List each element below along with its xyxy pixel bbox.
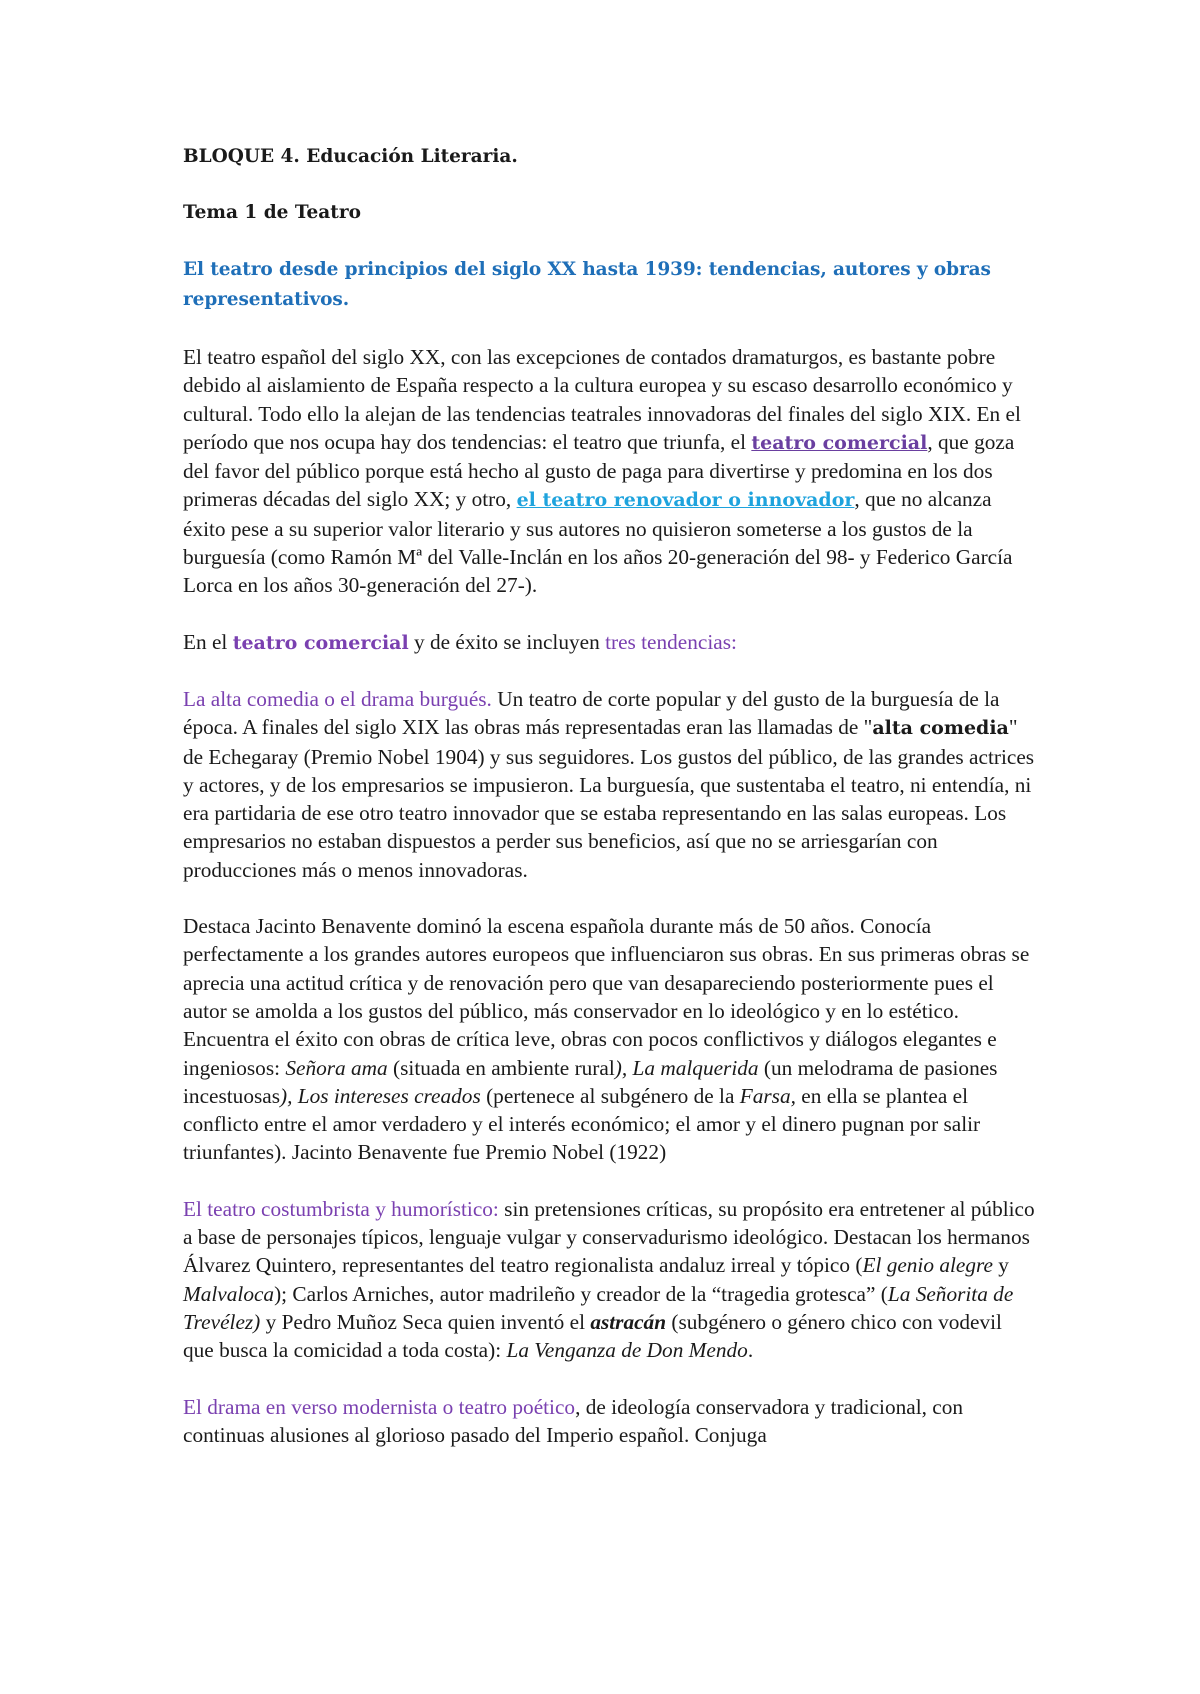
costumbrista-text-6: . bbox=[747, 1338, 754, 1363]
comercial-text-2: y de éxito se incluyen bbox=[408, 629, 606, 654]
costumbrista-text-5: (subgénero o género chico con vodevil que busca la comicidad a toda costa): bbox=[183, 1309, 1002, 1363]
alta-comedia-term: alta comedia bbox=[872, 717, 1009, 740]
costumbrista-paragraph bbox=[183, 1195, 1035, 1365]
costumbrista-text-4: y Pedro Muñoz Seca quien inventó el bbox=[260, 1309, 591, 1334]
costumbrista-text-1: sin pretensiones críticas, su propósito era entretener al público a base de personajes típicos, lenguaje vulgar y conservadurismo ideológico. Destacan los hermanos Álvarez Quintero, representantes del teatro regionalista andaluz irreal y tópico ( bbox=[183, 1196, 1035, 1278]
alta-comedia-text-2: " de Echegaray (Premio Nobel 1904) y sus seguidores. Los gustos del público, de las grandes actrices y actores, y de los empresarios se impusieron. La burguesía, que sustentaba el teatro, ni entendía, ni era partidaria de ese otro teatro innovador que se estaba representando en las salas europeas. Los empresarios no estaban dispuestos a perder sus beneficios, así que no se arriesgarían con producciones más o menos innovadoras. bbox=[183, 715, 1035, 882]
intro-text-2: , que goza del favor del público porque está hecho al gusto de paga para divertirse y predomina en los dos primeras décadas del siglo XX; y otro, bbox=[183, 429, 1015, 512]
benavente-text-1: Destaca Jacinto Benavente dominó la escena española durante más de 50 años. Conocía perfectamente a los grandes autores europeos que influenciaron sus obras. En sus primeras obras se aprecia una actitud crítica y de renovación pero que van desapareciendo posteriormente pues el autor se amolda a los gustos del público, más conservador en lo ideológico y en lo estético. Encuentra el éxito con obras de crítica leve, obras con pocos conflictivos y diálogos elegantes e ingeniosos: bbox=[183, 914, 1030, 1080]
comercial-paragraph bbox=[183, 628, 1035, 657]
work-la-malquerida: La malquerida bbox=[632, 1055, 759, 1080]
work-los-intereses-creados: Los intereses creados bbox=[297, 1083, 481, 1108]
benavente-text-2: (situada en ambiente rural bbox=[387, 1055, 615, 1080]
costumbrista-title: El teatro costumbrista y humorístico: bbox=[183, 1196, 499, 1221]
section-subtitle: El teatro desde principios del siglo XX hasta 1939: tendencias, autores y obras representativos. bbox=[183, 259, 991, 310]
benavente-paragraph bbox=[183, 912, 1035, 1167]
verso-text-1: , de ideología conservadora y tradicional, con continuas alusiones al glorioso pasado del Imperio español. Conjuga bbox=[183, 1394, 964, 1447]
work-malvaloca: Malvaloca bbox=[183, 1281, 275, 1306]
genre-farsa: Farsa, bbox=[739, 1083, 796, 1108]
benavente-text-7: en ella se plantea el conflicto entre el amor verdadero y el interés económico; el amor y el dinero pugnan por salir triunfantes). Jacinto Benavente fue Premio Nobel (1922) bbox=[183, 1083, 981, 1165]
alta-comedia-paragraph bbox=[183, 685, 1035, 884]
work-la-senorita-de-trevelez: La Señorita de Trevélez) bbox=[183, 1281, 1014, 1334]
benavente-close-2: ), bbox=[280, 1083, 293, 1108]
work-senora-ama: Señora ama bbox=[285, 1055, 388, 1080]
block-heading: BLOQUE 4. Educación Literaria. bbox=[183, 146, 518, 167]
document-body bbox=[183, 143, 1035, 1449]
work-el-genio-alegre: El genio alegre bbox=[862, 1253, 993, 1278]
alta-comedia-title: La alta comedia o el drama burgués. bbox=[183, 686, 492, 711]
tres-tendencias-label: tres tendencias: bbox=[605, 629, 737, 654]
costumbrista-text-3: ); Carlos Arniches, autor madrileño y creador de la “tragedia grotesca” ( bbox=[274, 1281, 888, 1306]
teatro-comercial-term: teatro comercial bbox=[232, 631, 409, 654]
intro-paragraph bbox=[183, 343, 1035, 600]
benavente-text-4: (un melodrama de pasiones incestuosas bbox=[183, 1055, 998, 1108]
teatro-renovador-link[interactable]: el teatro renovador o innovador bbox=[516, 489, 855, 512]
comercial-text-1: En el bbox=[183, 629, 233, 654]
teatro-comercial-link[interactable]: teatro comercial bbox=[751, 431, 928, 454]
work-la-venganza-de-don-mendo: La Venganza de Don Mendo bbox=[506, 1338, 748, 1363]
intro-text-1: El teatro español del siglo XX, con las excepciones de contados dramaturgos, es bastante pobre debido al aislamiento de España respecto a la cultura europea y su escaso desarrollo económico y cultural. Todo ello la alejan de las tendencias teatrales innovadoras del finales del siglo XIX. En el período que nos ocupa hay dos tendencias: el teatro que triunfa, el bbox=[183, 345, 1021, 454]
topic-heading: Tema 1 de Teatro bbox=[183, 202, 361, 223]
intro-text-3: , que no alcanza éxito pese a su superior valor literario y sus autores no quisieron someterse a los gustos de la burguesía (como Ramón Mª del Valle-Inclán en los años 20-generación del 98- y Federico García Lorca en los años 30-generación del 27-). bbox=[183, 487, 1013, 598]
benavente-text-6: (pertenece al subgénero de la bbox=[480, 1083, 740, 1108]
alta-comedia-text-1: Un teatro de corte popular y del gusto de la burguesía de la época. A finales del siglo XIX las obras más representadas eran las llamadas de " bbox=[183, 686, 1000, 740]
benavente-close-1: ), bbox=[614, 1055, 628, 1080]
verso-paragraph bbox=[183, 1393, 1035, 1450]
verso-title: El drama en verso modernista o teatro poético bbox=[183, 1394, 576, 1419]
genre-astracan: astracán bbox=[590, 1309, 667, 1334]
costumbrista-text-2: y bbox=[992, 1253, 1009, 1278]
